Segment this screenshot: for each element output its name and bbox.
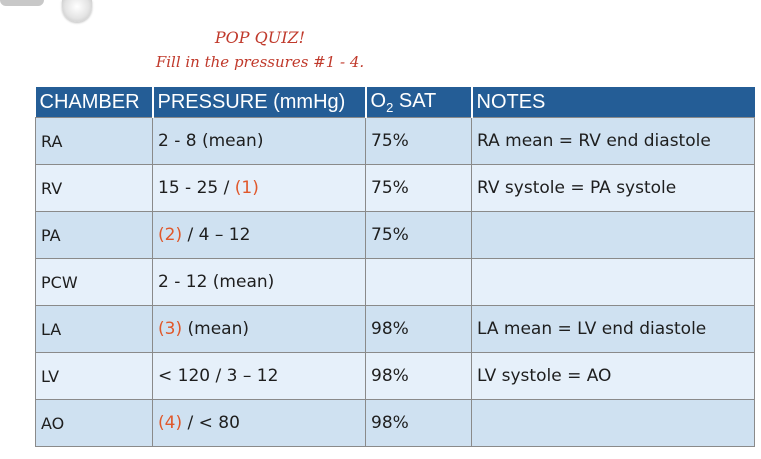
pressure-cell xyxy=(153,306,366,353)
pressure-text: 15 - 25 / xyxy=(158,178,235,198)
o2-sat-cell: 75% xyxy=(366,212,472,259)
header-chamber: CHAMBER xyxy=(36,87,153,118)
chamber-cell: AO xyxy=(36,400,153,447)
notes-cell xyxy=(472,259,755,306)
notes-cell xyxy=(472,212,755,259)
chamber-cell: LA xyxy=(36,306,153,353)
o2-letter: O xyxy=(370,89,387,112)
pressure-text: / 4 – 12 xyxy=(182,225,251,245)
chamber-cell: LV xyxy=(36,353,153,400)
notes-cell: RV systole = PA systole xyxy=(472,165,755,212)
pressure-text: / < 80 xyxy=(182,413,240,433)
o2-sat-cell: 98% xyxy=(366,306,472,353)
decorative-bubble xyxy=(62,0,92,22)
chamber-cell: RA xyxy=(36,118,153,165)
notes-cell xyxy=(472,400,755,447)
o2-sat-cell: 98% xyxy=(366,353,472,400)
pressure-text: < 120 / 3 – 12 xyxy=(158,366,279,386)
table-row xyxy=(36,165,755,212)
table-row xyxy=(36,212,755,259)
pressure-cell xyxy=(153,212,366,259)
table-body xyxy=(36,118,755,447)
chamber-cell: PA xyxy=(36,212,153,259)
header-notes: NOTES xyxy=(472,87,755,118)
blank-number: (4) xyxy=(158,413,183,433)
quiz-title: POP QUIZ! xyxy=(214,28,306,47)
pressure-cell xyxy=(153,353,366,400)
decorative-shape xyxy=(0,0,44,6)
blank-number: (1) xyxy=(234,178,259,198)
notes-cell: LA mean = LV end diastole xyxy=(472,306,755,353)
notes-cell: RA mean = RV end diastole xyxy=(472,118,755,165)
pressure-text: 2 - 8 (mean) xyxy=(158,131,264,151)
quiz-subtitle: Fill in the pressures #1 - 4. xyxy=(155,53,365,71)
header-pressure: PRESSURE (mmHg) xyxy=(153,87,366,118)
chamber-cell: PCW xyxy=(36,259,153,306)
pressure-table xyxy=(35,87,755,447)
table-row xyxy=(36,118,755,165)
o2-sat-cell: 75% xyxy=(366,165,472,212)
blank-number: (2) xyxy=(158,225,183,245)
pressure-cell xyxy=(153,165,366,212)
pressure-cell xyxy=(153,400,366,447)
table-header-row xyxy=(36,87,755,118)
o2-sat-cell: 75% xyxy=(366,118,472,165)
table-row xyxy=(36,259,755,306)
pressure-cell xyxy=(153,259,366,306)
pressure-text: (mean) xyxy=(182,319,249,339)
header-o2-sat xyxy=(366,87,472,118)
o2-subscript: 2 xyxy=(386,99,394,115)
table-row xyxy=(36,353,755,400)
pressure-cell xyxy=(153,118,366,165)
blank-number: (3) xyxy=(158,319,183,339)
table-row xyxy=(36,400,755,447)
o2-sat-cell xyxy=(366,259,472,306)
chamber-cell: RV xyxy=(36,165,153,212)
o2-sat-cell: 98% xyxy=(366,400,472,447)
pressure-text: 2 - 12 (mean) xyxy=(158,272,275,292)
notes-cell: LV systole = AO xyxy=(472,353,755,400)
o2-sat-label: SAT xyxy=(393,89,437,112)
table-row xyxy=(36,306,755,353)
